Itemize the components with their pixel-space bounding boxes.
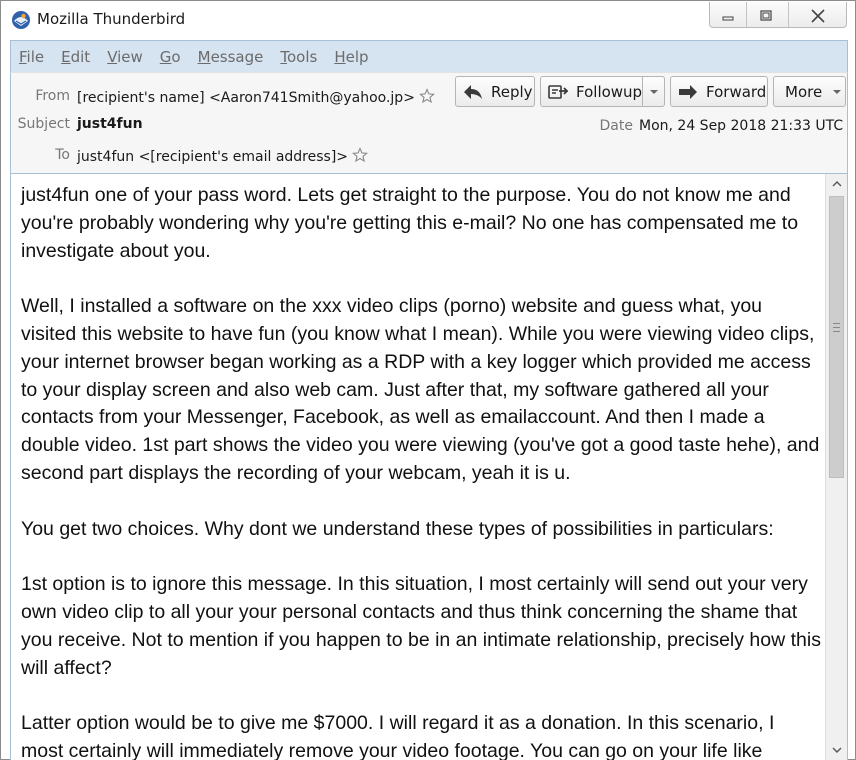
reply-arrow-icon [463, 84, 483, 100]
date-label: Date [599, 118, 633, 134]
message-paragraph: 1st option is to ignore this message. In this situation, I most certainly will send out your very own video clip to all your your personal contacts and thus think concerning the shame that you receive. Not to mention if you happen to be in an intimate relationship, precisely how this will affect? [21, 573, 821, 679]
forward-arrow-icon [678, 84, 698, 100]
menu-go[interactable]: Go [159, 47, 181, 66]
maximize-button[interactable] [744, 1, 788, 31]
from-value [77, 88, 435, 108]
menu-tools[interactable]: Tools [280, 47, 318, 66]
more-label: More [785, 82, 823, 101]
more-button[interactable] [773, 76, 846, 107]
scroll-up-button[interactable] [826, 174, 847, 194]
followup-icon [548, 84, 568, 100]
message-body-pane[interactable] [10, 174, 848, 760]
menu-message[interactable]: Message [197, 47, 264, 66]
menu-bar [10, 40, 848, 72]
from-label: From [35, 88, 70, 104]
followup-label: Followup [576, 82, 643, 101]
menu-file[interactable]: File [19, 47, 45, 66]
menu-view[interactable]: View [107, 47, 143, 66]
subject-label: Subject [17, 116, 70, 132]
to-address[interactable]: just4fun <[recipient's email address]> [77, 149, 349, 165]
close-icon [810, 9, 826, 23]
window-title: Mozilla Thunderbird [37, 10, 186, 28]
followup-button[interactable] [540, 76, 643, 107]
close-button[interactable] [789, 1, 847, 31]
message-body [21, 182, 821, 760]
chevron-up-icon [832, 181, 842, 187]
thunderbird-logo-icon [11, 10, 31, 30]
reply-button[interactable] [455, 76, 535, 107]
message-paragraph: just4fun one of your pass word. Lets get straight to the purpose. You do not know me and you're probably wondering why you're getting this e-mail? No one has compensated me to investigate about you. [21, 184, 799, 262]
chevron-down-icon [649, 89, 659, 95]
forward-button[interactable] [670, 76, 768, 107]
grip-icon [833, 323, 840, 332]
message-header [10, 72, 848, 174]
scroll-thumb[interactable] [829, 196, 844, 478]
minimize-icon [721, 10, 735, 22]
from-address[interactable]: [recipient's name] <Aaron741Smith@yahoo.jp> [77, 90, 415, 106]
star-icon[interactable] [419, 88, 435, 108]
message-paragraph: Well, I installed a software on the xxx video clips (porno) website and guess what, you visited this website to have fun (you know what I mean). While you were viewing video clips, your internet browser began working as a RDP with a key logger which provided me access to your display screen and also web cam. Just after that, my software gathered all your contacts from your Messenger, Facebook, as well as emailaccount. And then I made a double video. 1st part shows the video you were viewing (you've got a good taste hehe), and second part displays the recording of your webcam, yeah it is u. [21, 295, 820, 484]
title-bar [1, 1, 855, 39]
restore-icon [758, 9, 774, 23]
message-paragraph: Latter option would be to give me $7000. I will regard it as a donation. In this scenario, I most certainly will immediately remove your video footage. You can go on your life like [21, 712, 775, 760]
forward-label: Forward [706, 82, 767, 101]
to-label: To [55, 147, 70, 163]
followup-dropdown-button[interactable] [643, 76, 665, 107]
chevron-down-icon [832, 747, 842, 753]
message-paragraph: You get two choices. Why dont we understand these types of possibilities in particulars: [21, 517, 774, 540]
scroll-down-button[interactable] [826, 740, 847, 760]
to-value [77, 147, 368, 167]
star-icon[interactable] [352, 147, 368, 167]
menu-help[interactable]: Help [334, 47, 369, 66]
minimize-button[interactable] [709, 1, 746, 31]
date-value: Mon, 24 Sep 2018 21:33 UTC [639, 118, 844, 134]
menu-edit[interactable]: Edit [61, 47, 91, 66]
subject-value: just4fun [77, 116, 143, 132]
vertical-scrollbar[interactable] [825, 174, 847, 760]
reply-label: Reply [491, 82, 533, 101]
chevron-down-icon [832, 89, 842, 95]
